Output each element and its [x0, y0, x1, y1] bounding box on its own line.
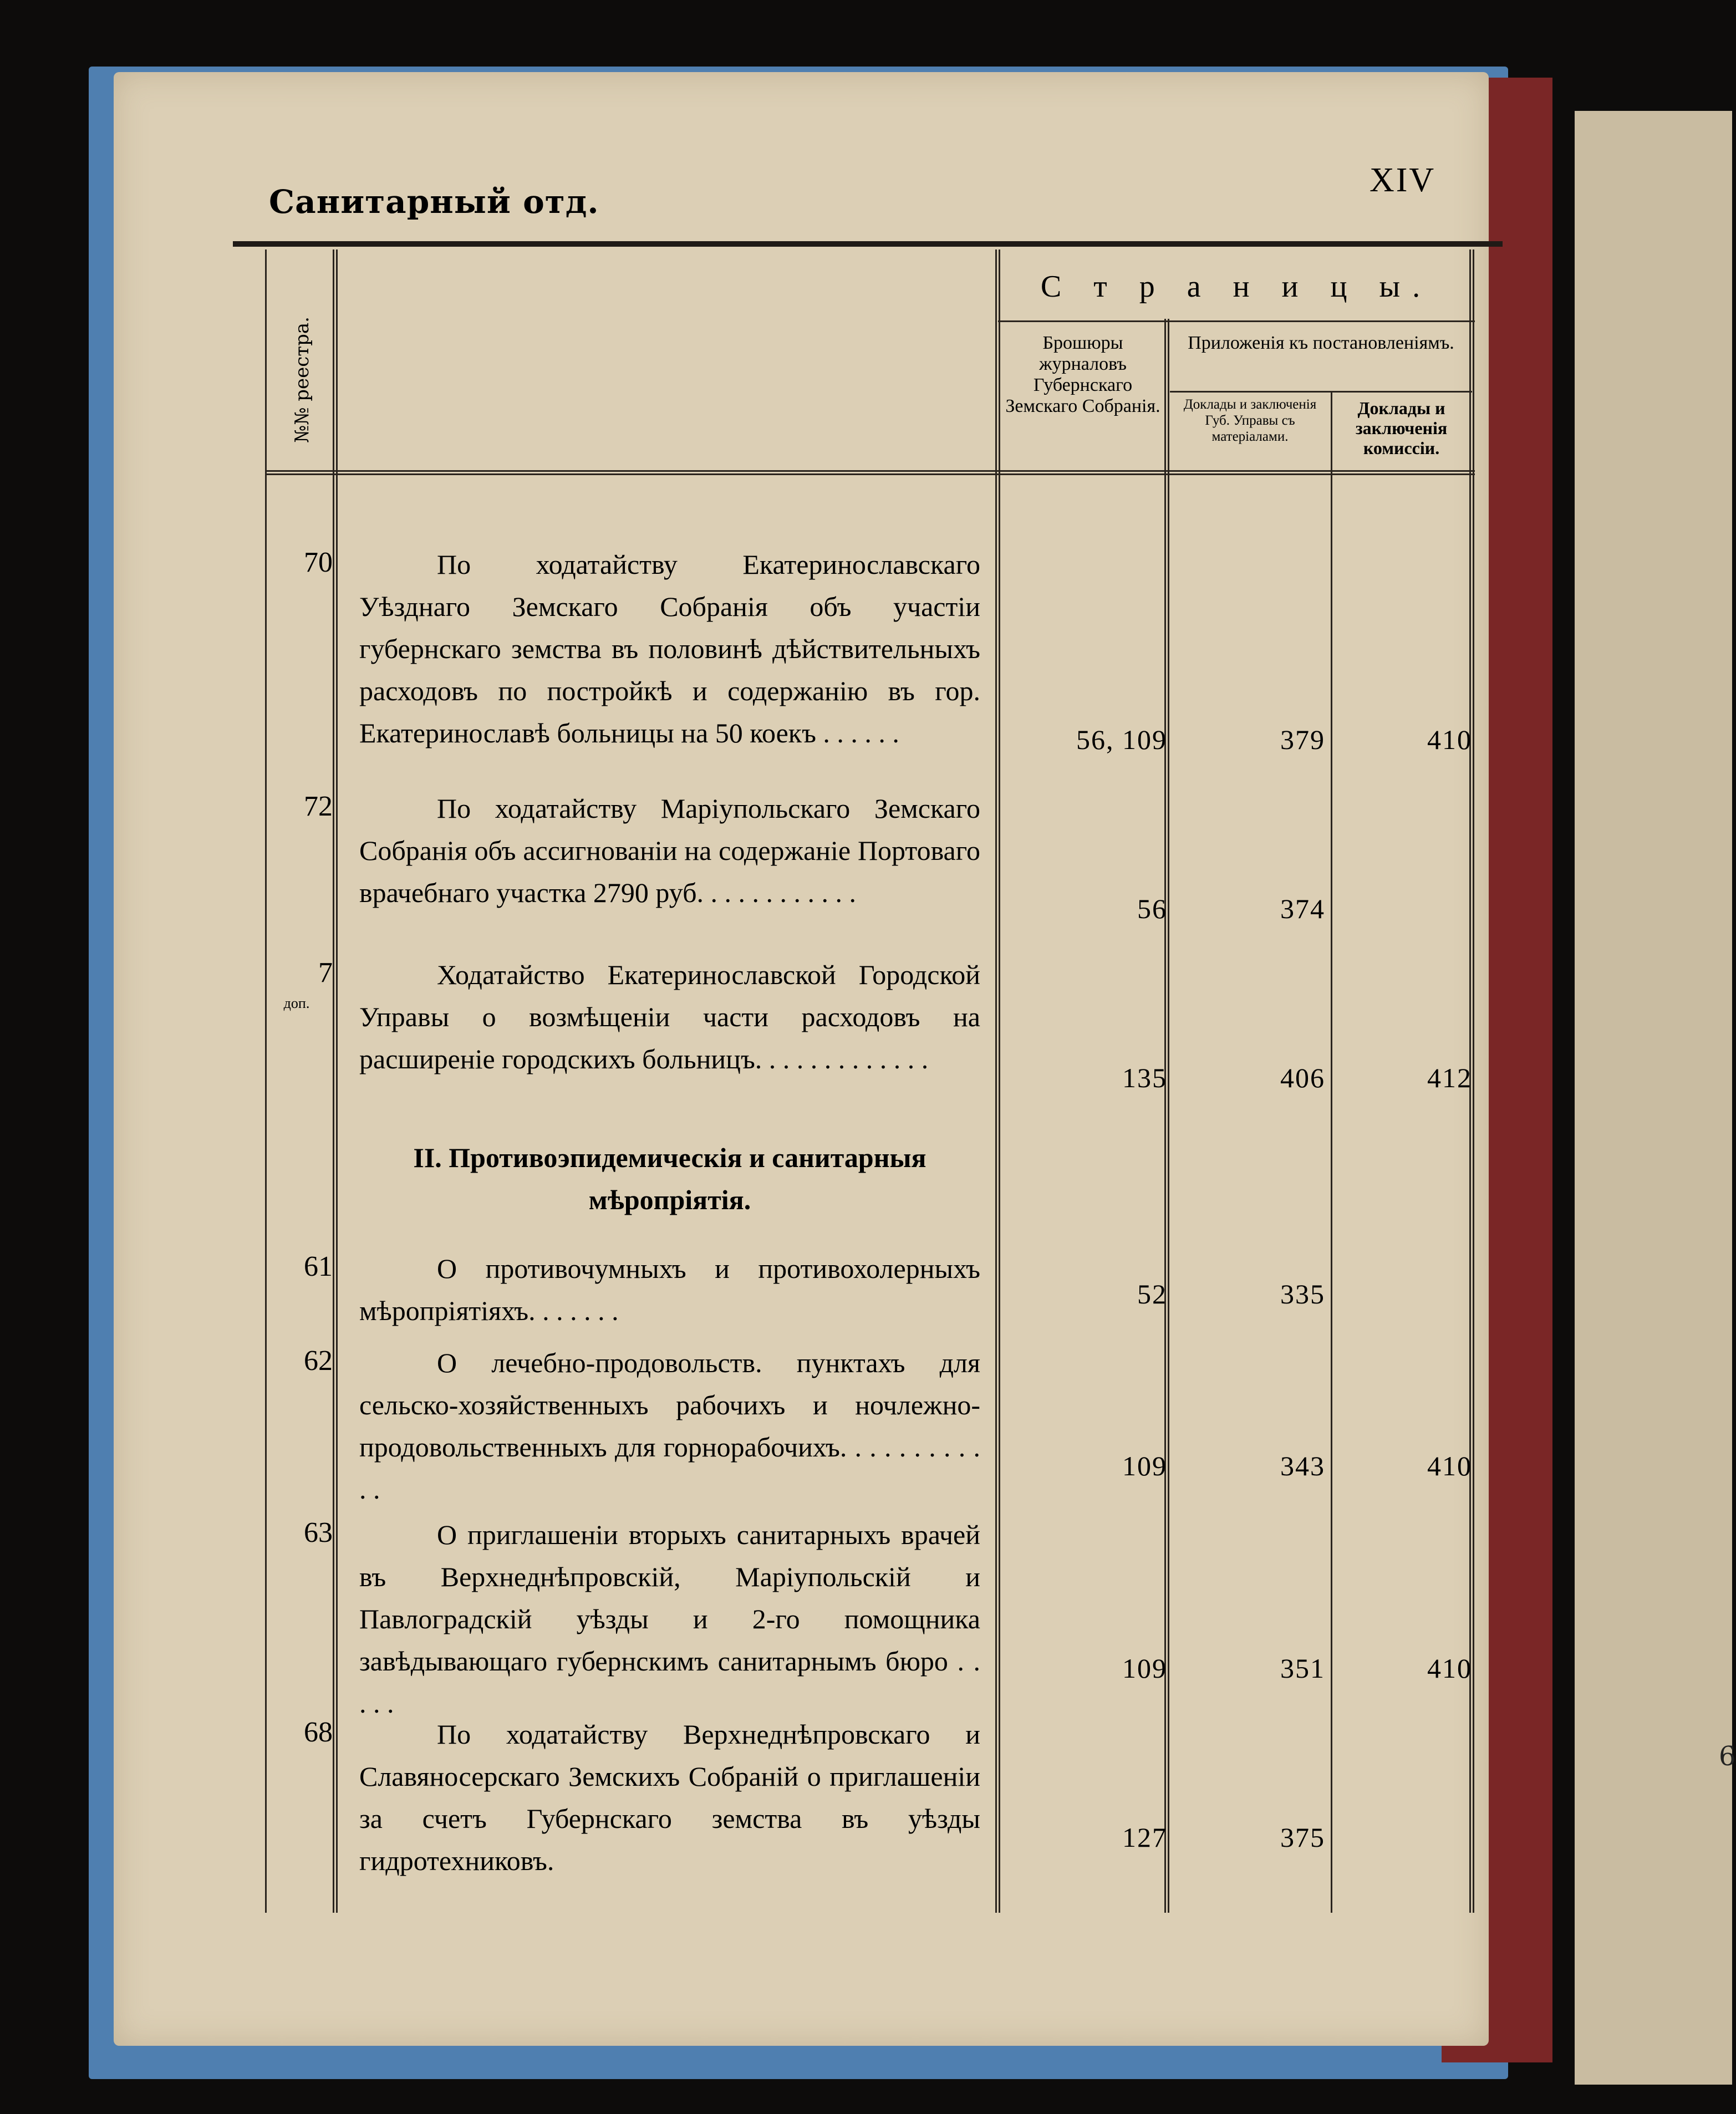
uprava-column-divider [1331, 391, 1332, 1913]
uprava-page: 406 [1280, 1062, 1325, 1093]
register-number: 7 [318, 957, 333, 989]
description-column-divider [995, 249, 1000, 1913]
header-rule [233, 241, 1503, 247]
register-number: 63 [304, 1517, 333, 1548]
section-heading: II. Противоэпидемическія и санитарныя мѣропріятія. [413, 1142, 926, 1215]
register-suffix: доп. [283, 995, 310, 1011]
uprava-page: 351 [1280, 1653, 1325, 1684]
header-bottom-rule [266, 470, 1475, 475]
register-number: 62 [304, 1345, 333, 1377]
appendices-rule [1170, 391, 1472, 393]
commission-page: 412 [1427, 1062, 1472, 1093]
brochure-page: 52 [1137, 1278, 1167, 1310]
uprava-page: 343 [1280, 1450, 1325, 1481]
row-description: По ходатайству Маріупольскаго Земскаго Собранія объ ассигнованіи на содержаніе Портоваго врачебнаго участка 2790 руб. . . . . . . . . . . . [359, 793, 980, 908]
commission-page: 410 [1427, 1450, 1472, 1481]
register-number: 61 [304, 1251, 333, 1282]
row-description: По ходатайству Верхнеднѣпровскаго и Славяносерскаго Земскихъ Собраній о приглашеніи за счетъ Губернскаго земства въ уѣзды гидротехниковъ. [359, 1719, 980, 1876]
commission-page: 410 [1427, 724, 1472, 755]
brochure-page: 56, 109 [1076, 724, 1167, 755]
row-description: О противочумныхъ и противохолерныхъ мѣропріятіяхъ. . . . . . . [359, 1253, 980, 1326]
brochures-column-header: Брошюры журналовъ Губернскаго Земскаго Собранія. [1005, 333, 1160, 416]
uprava-page: 374 [1280, 893, 1325, 924]
register-column-header: №№ реестра. [291, 317, 314, 443]
register-number: 70 [304, 547, 333, 578]
row-description: О лечебно-продовольств. пунктахъ для сельско-хозяйственныхъ рабочихъ и ночлежно-продовольственныхъ для горнорабочихъ. . . . . . . . . . . . [359, 1347, 980, 1505]
uprava-page: 335 [1280, 1278, 1325, 1310]
row-description: О приглашеніи вторыхъ санитарныхъ врачей въ Верхнеднѣпровскій, Маріупольскій и Павлоградскій уѣзды и 2-го помощника завѣдывающаго губернскимъ санитарнымъ бюро . . . . . [359, 1519, 980, 1719]
section-name: Санитарный отд. [269, 183, 599, 221]
pages-column-group-header: С т р а н и ц ы. [1040, 269, 1433, 304]
table-left-border [265, 249, 267, 1913]
register-number: 72 [304, 791, 333, 822]
commission-reports-column-header: Доклады и заключенія комиссіи. [1355, 398, 1448, 458]
brochure-page: 109 [1122, 1653, 1167, 1684]
register-number: 68 [304, 1716, 333, 1748]
register-column-divider [333, 249, 338, 1913]
uprava-reports-column-header: Доклады и заключенія Губ. Управы съ матеріалами. [1183, 397, 1317, 444]
pages-title-rule [998, 320, 1475, 322]
uprava-page: 375 [1280, 1822, 1325, 1853]
appendices-column-header: Приложенія къ постановленіямъ. [1188, 333, 1454, 353]
page-number: XIV [1370, 161, 1436, 199]
row-description: По ходатайству Екатеринославскаго Уѣзднаго Земскаго Собранія объ участіи губернскаго земства въ половинѣ дѣйствительныхъ расходовъ по постройкѣ и содержанію въ гор. Екатеринославѣ больницы на 50 коекъ . . . . . . [359, 549, 980, 748]
brochure-page: 127 [1122, 1822, 1167, 1853]
commission-page: 410 [1427, 1653, 1472, 1684]
adjacent-page-fragment: 6 [1719, 1741, 1736, 1772]
brochure-page: 135 [1122, 1062, 1167, 1093]
uprava-page: 379 [1280, 724, 1325, 755]
adjacent-page [1575, 111, 1736, 2085]
brochure-page: 56 [1137, 893, 1167, 924]
brochure-page: 109 [1122, 1450, 1167, 1481]
row-description: Ходатайство Екатеринославской Городской Управы о возмѣщеніи части расходовъ на расширеніе городскихъ больницъ. . . . . . . . . . . . . [359, 959, 980, 1074]
